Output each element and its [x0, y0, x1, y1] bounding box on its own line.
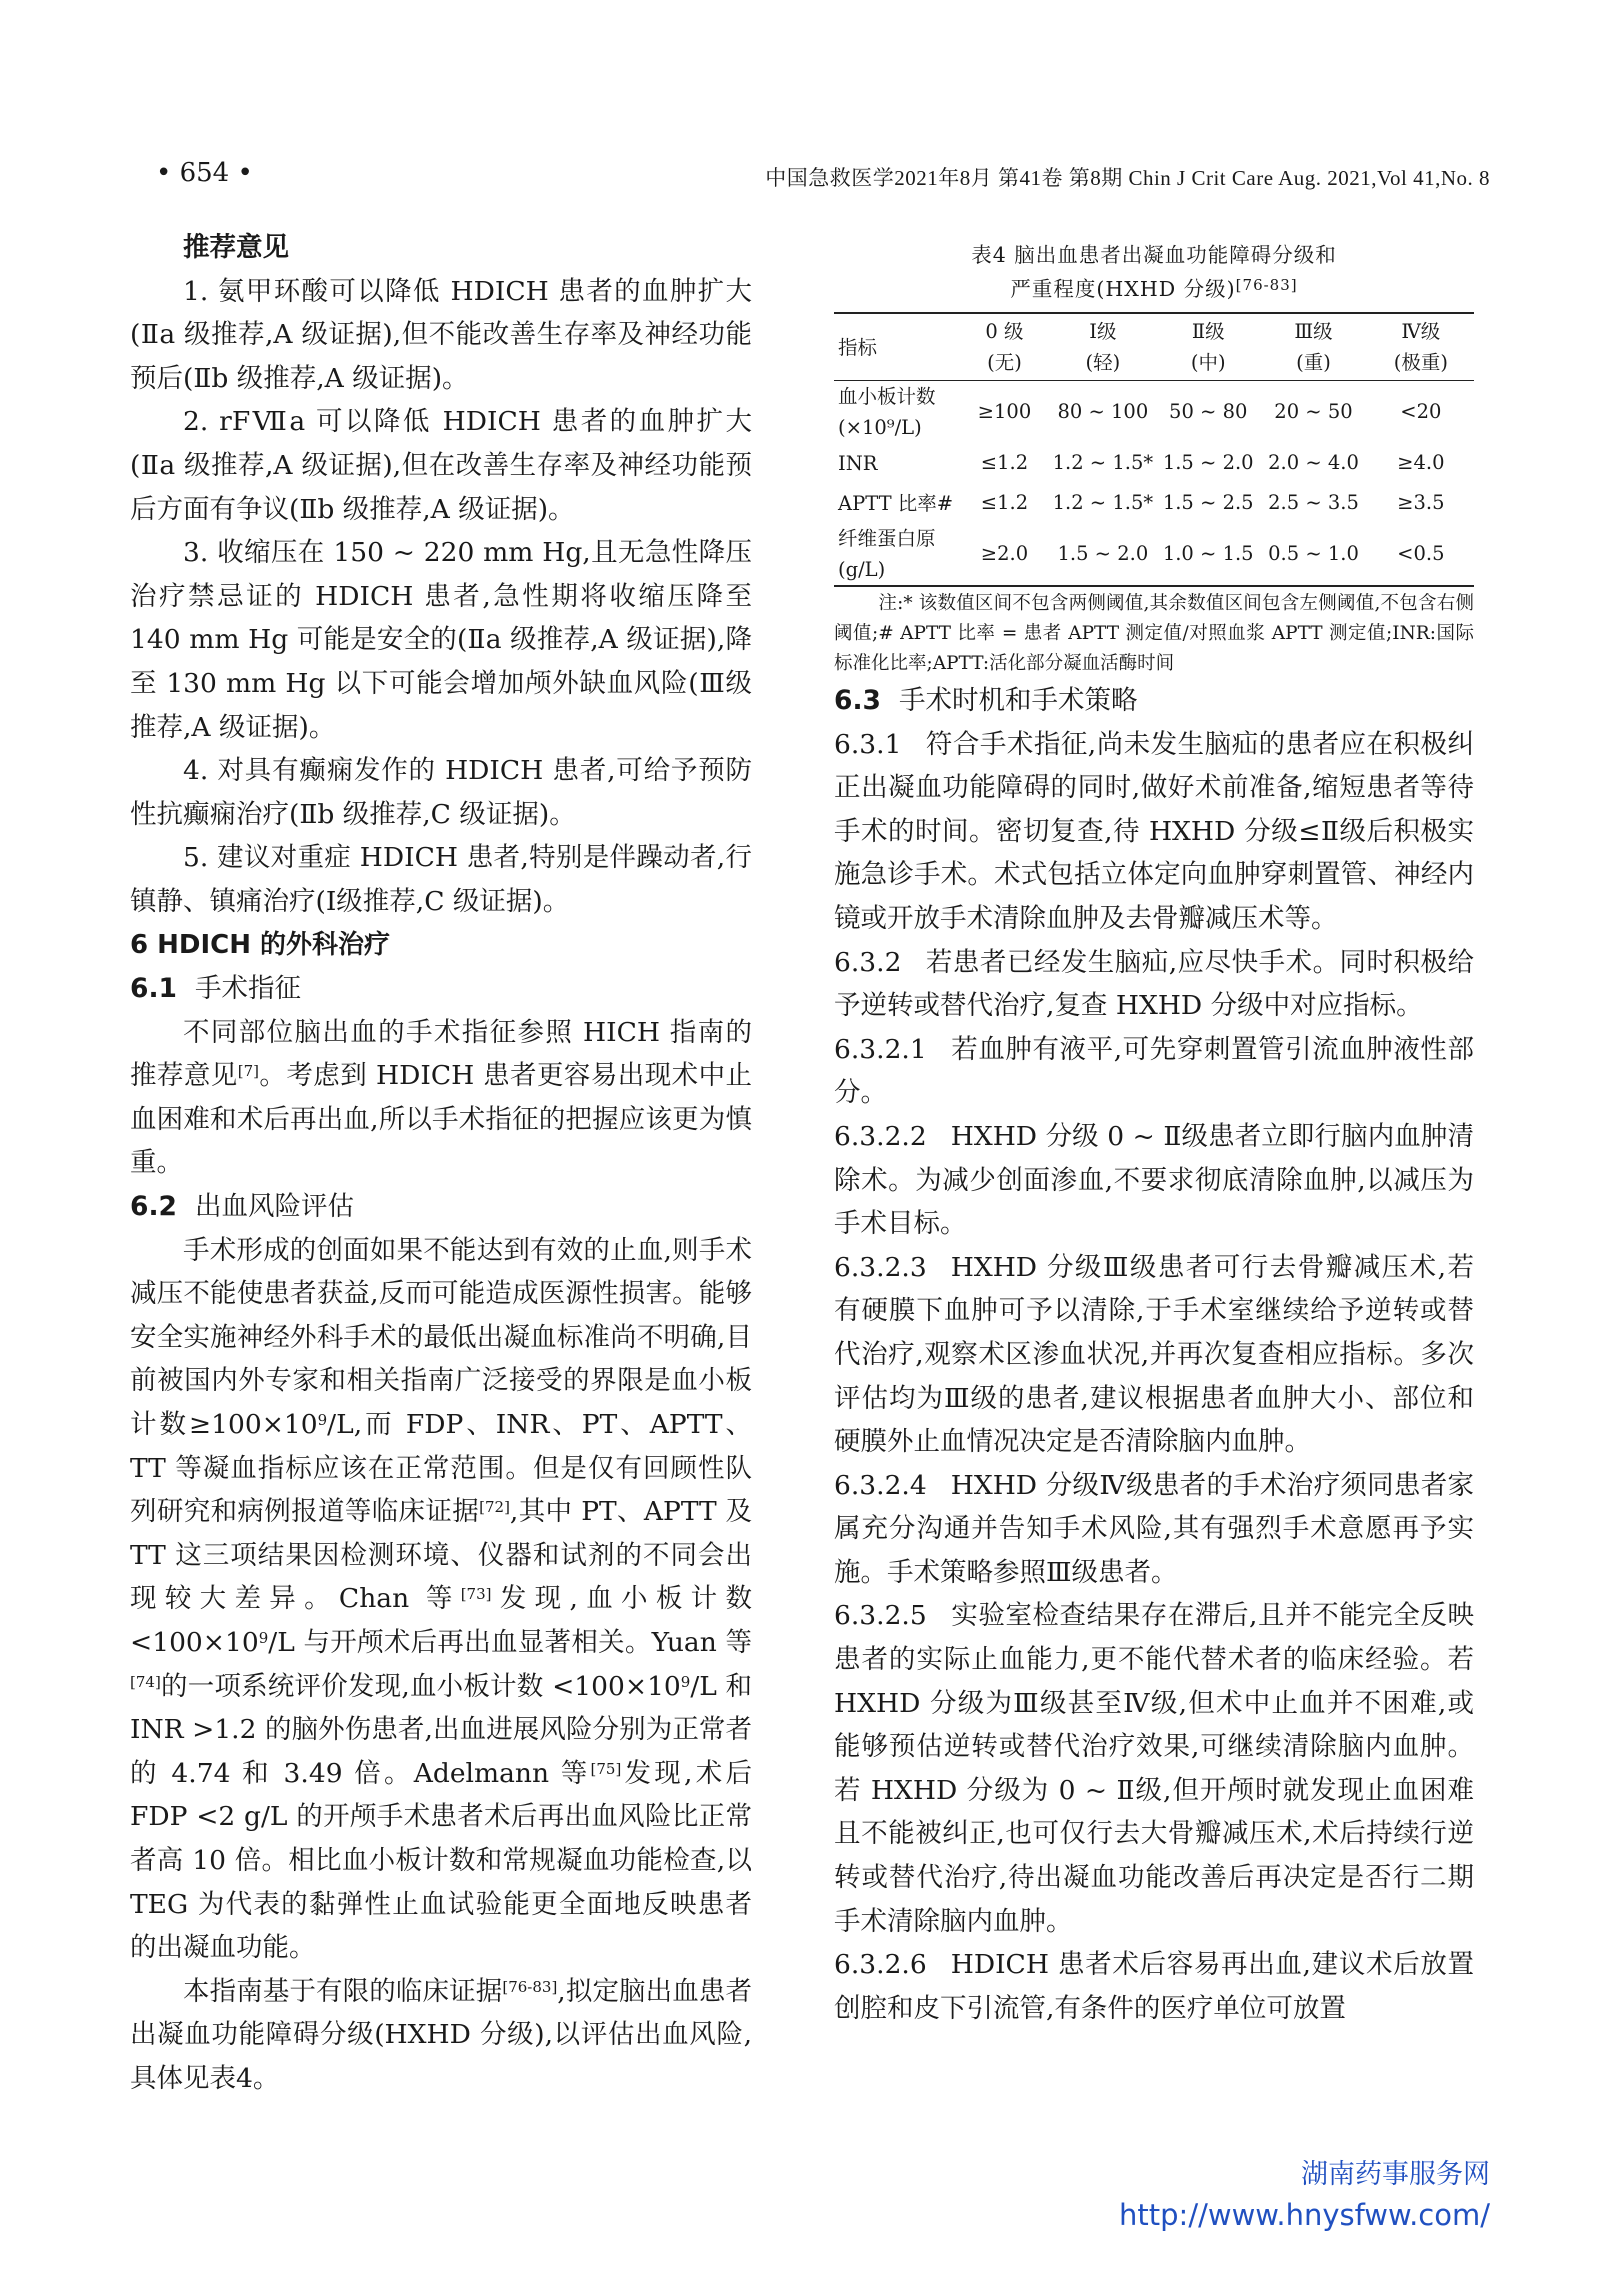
section-6-1-paragraph: 不同部位脑出血的手术指征参照 HICH 指南的推荐意见[7]。考虑到 HDICH 患者更容易出现术中止血困难和术后再出血,所以手术指征的把握应该更为慎重。 — [130, 1016, 753, 1179]
citation: [76-83] — [1235, 276, 1298, 294]
table-cell: ≥4.0 — [1397, 451, 1445, 474]
recommendation-3: 3. 收缩压在 150 ~ 220 mm Hg,且无急性降压治疗禁忌证的 HDICH 患者,急性期将收缩压降至 140 mm Hg 可能是安全的(Ⅱa 级推荐,A 级证据),降至 130 mm Hg 以下可能会增加颅外缺血风险(Ⅲ级推荐,A 级证据)。 — [130, 537, 752, 743]
table-cell: ≤1.2 — [980, 451, 1029, 474]
section-title: 手术指征 — [194, 973, 301, 1005]
table-row — [834, 523, 1474, 586]
header-cell: 指标 — [838, 335, 878, 359]
section-number: 6.1 — [130, 973, 177, 1005]
table-4 — [834, 312, 1474, 587]
recommendation-heading: 推荐意见 — [183, 232, 289, 263]
citation: [76-83] — [502, 1977, 558, 1996]
citation: [7] — [237, 1062, 259, 1081]
section-title: 出血风险评估 — [194, 1191, 354, 1223]
table-cell: 80 ~ 100 — [1057, 400, 1149, 423]
recommendation-2: 2. rFⅦa 可以降低 HDICH 患者的血肿扩大(Ⅱa 级推荐,A 级证据),但在改善生存率及神经功能预后方面有争议(Ⅱb 级推荐,A 级证据)。 — [130, 406, 752, 525]
recommendation-5: 5. 建议对重症 HDICH 患者,特别是伴躁动者,行镇静、镇痛治疗(Ⅰ级推荐,C 级证据)。 — [130, 842, 752, 917]
table-cell: ≤1.2 — [980, 491, 1029, 514]
watermark-url[interactable]: http://www.hnysfww.com/ — [1119, 2198, 1490, 2232]
table-cell: 1.2 ~ 1.5* — [1052, 451, 1154, 474]
section-6-1-heading — [130, 967, 752, 1011]
table-cell: ≥3.5 — [1397, 491, 1445, 514]
section-6-3-heading — [834, 679, 1474, 723]
row-label: 血小板计数(×10⁹/L) — [838, 385, 936, 439]
site-watermark — [1119, 2155, 1490, 2235]
table-row — [834, 443, 1474, 483]
section-6-3-2-1: 6.3.2.1 若血肿有液平,可先穿刺置管引流血肿液性部分。 — [834, 1033, 1474, 1109]
table-cell: 20 ~ 50 — [1274, 400, 1353, 423]
section-6-3-2-5: 6.3.2.5 实验室检查结果存在滞后,且并不能完全反映患者的实际止血能力,更不能代替术者的临床经验。若 HXHD 分级为Ⅲ级甚至Ⅳ级,但术中止血并不困难,或能够预估逆转或替代治疗效果,可继续清除脑内血肿。若 HXHD 分级为 0 ~ Ⅱ级,但开颅时就发现止血困难且不能被纠正,也可仅行去大骨瓣减压术,术后持续行逆转或替代治疗,待出凝血功能改善后再决定是否行二期手术清除脑内血肿。 — [834, 1600, 1474, 1937]
table-cell: 1.5 ~ 2.0 — [1162, 451, 1254, 474]
citation: [75] — [590, 1759, 622, 1778]
table-header-row — [834, 313, 1474, 381]
table-cell: 1.5 ~ 2.5 — [1162, 491, 1254, 514]
table-cell: <0.5 — [1397, 542, 1445, 565]
header-cell: Ⅱ级 (中) — [1190, 320, 1226, 374]
section-6-heading: 6 HDICH 的外科治疗 — [130, 929, 391, 960]
page-number: • 654 • — [156, 158, 253, 188]
section-6-2-paragraph-1: 手术形成的创面如果不能达到有效的止血,则手术减压不能使患者获益,反而可能造成医源性损害。能够安全实施神经外科手术的最低出凝血标准尚不明确,目前被国内外专家和相关指南广泛接受的界限是血小板计数$\ge 100\times 10^9/L$,而 FDP、INR、PT、APTT、TT 等凝血指标应该在正常范围。但是仅有回顾性队列研究和病例报道等临床证据[72],其中 PT、APTT 及 TT 这三项结果因检测环境、仪器和试剂的不同会出现较大差异。Chan 等[73]发现,血小板计数 $<100\times 10^9/L$ 与开颅术后再出血显著相关。Yuan 等[74]的一项系统评价发现,血小板计数 $<100\times 10^9/L$ 和 INR >1.2 的脑外伤患者,出血进展风险分别为正常者的 4.74 和 3.49 倍。Adelmann 等[75]发现,术后 FDP <2 g/L 的开颅手术患者术后再出血风险比正常者高 10 倍。相比血小板计数和常规凝血功能检查,以 TEG 为代表的黏弹性止血试验能更全面地反映患者的出凝血功能。 — [130, 1234, 752, 1964]
row-label: INR — [838, 451, 878, 475]
table-cell: 1.5 ~ 2.0 — [1057, 542, 1149, 565]
citation: [73] — [460, 1585, 492, 1604]
header-cell: Ⅳ级 (极重) — [1393, 320, 1448, 374]
table-row — [834, 483, 1474, 523]
section-6-3-2-2: 6.3.2.2 HXHD 分级 0 ~ Ⅱ级患者立即行脑内血肿清除术。为减少创面渗血,不要求彻底清除血肿,以减压为手术目标。 — [834, 1120, 1474, 1240]
table-cell: <20 — [1400, 400, 1442, 423]
table-cell: 0.5 ~ 1.0 — [1268, 542, 1359, 565]
section-6-2-paragraph-2: 本指南基于有限的临床证据[76-83],拟定脑出血患者出凝血功能障碍分级(HXHD 分级),以评估出血风险,具体见表4。 — [130, 1975, 752, 2094]
table-4-caption: 表4 脑出血患者出凝血功能障碍分级和 严重程度(HXHD 分级)[76-83] — [971, 243, 1337, 301]
citation: [74] — [130, 1672, 161, 1691]
header-cell: Ⅰ级 (轻) — [1085, 320, 1121, 374]
section-6-3-2: 6.3.2 若患者已经发生脑疝,应尽快手术。同时积极给予逆转或替代治疗,复查 HXHD 分级中对应指标。 — [834, 946, 1474, 1022]
table-cell: 2.0 ~ 4.0 — [1268, 451, 1359, 474]
citation: [72] — [479, 1498, 510, 1517]
table-cell: 50 ~ 80 — [1169, 400, 1248, 423]
table-row — [834, 381, 1474, 444]
recommendation-4: 4. 对具有癫痫发作的 HDICH 患者,可给予预防性抗癫痫治疗(Ⅱb 级推荐,C 级证据)。 — [130, 755, 752, 830]
section-6-3-2-6: 6.3.2.6 HDICH 患者术后容易再出血,建议术后放置创腔和皮下引流管,有条件的医疗单位可放置 — [834, 1949, 1474, 2024]
table-cell: 2.5 ~ 3.5 — [1268, 491, 1359, 514]
section-6-3-1: 6.3.1 符合手术指征,尚未发生脑疝的患者应在积极纠正出凝血功能障碍的同时,做好术前准备,缩短患者等待手术的时间。密切复查,待 HXHD 分级≤Ⅱ级后积极实施急诊手术。术式包括立体定向血肿穿刺置管、神经内镜或开放手术清除血肿及去骨瓣减压术等。 — [834, 728, 1474, 934]
row-label: APTT 比率# — [838, 491, 954, 515]
header-cell: Ⅲ级 (重) — [1294, 320, 1333, 374]
left-column — [130, 226, 752, 2101]
table-cell: ≥2.0 — [980, 542, 1029, 565]
table-cell: 1.0 ~ 1.5 — [1162, 542, 1254, 565]
table-cell: ≥100 — [977, 400, 1032, 423]
section-6-2-heading — [130, 1185, 752, 1229]
table-4-note: 注:* 该数值区间不包含两侧阈值,其余数值区间包含左侧阈值,不包含右侧阈值;# APTT 比率 = 患者 APTT 测定值/对照血浆 APTT 测定值;INR:国际标准化比率;APTT:活化部分凝血活酶时间 — [834, 593, 1474, 674]
table-cell: 1.2 ~ 1.5* — [1052, 491, 1154, 514]
section-title: 手术时机和手术策略 — [898, 685, 1138, 716]
section-6-3-2-4: 6.3.2.4 HXHD 分级Ⅳ级患者的手术治疗须同患者家属充分沟通并告知手术风险,其有强烈手术意愿再予实施。手术策略参照Ⅲ级患者。 — [834, 1469, 1474, 1588]
section-6-3-2-3: 6.3.2.3 HXHD 分级Ⅲ级患者可行去骨瓣减压术,若有硬膜下血肿可予以清除,于手术室继续给予逆转或替代治疗,观察术区渗血状况,并再次复查相应指标。多次评估均为Ⅲ级的患者,建议根据患者血肿大小、部位和硬膜外止血情况决定是否清除脑内血肿。 — [834, 1251, 1474, 1458]
header-cell: 0 级 (无) — [985, 320, 1024, 374]
watermark-name: 湖南药事服务网 — [1301, 2159, 1490, 2190]
section-number: 6.2 — [130, 1191, 177, 1223]
row-label: 纤维蛋白原(g/L) — [838, 527, 936, 581]
section-number: 6.3 — [834, 685, 881, 716]
journal-header: 中国急救医学2021年8月 第41卷 第8期 Chin J Crit Care Aug. 2021,Vol 41,No. 8 — [765, 166, 1490, 190]
right-column — [834, 238, 1474, 2030]
recommendation-1: 1. 氨甲环酸可以降低 HDICH 患者的血肿扩大(Ⅱa 级推荐,A 级证据),但不能改善生存率及神经功能预后(Ⅱb 级推荐,A 级证据)。 — [130, 275, 752, 394]
